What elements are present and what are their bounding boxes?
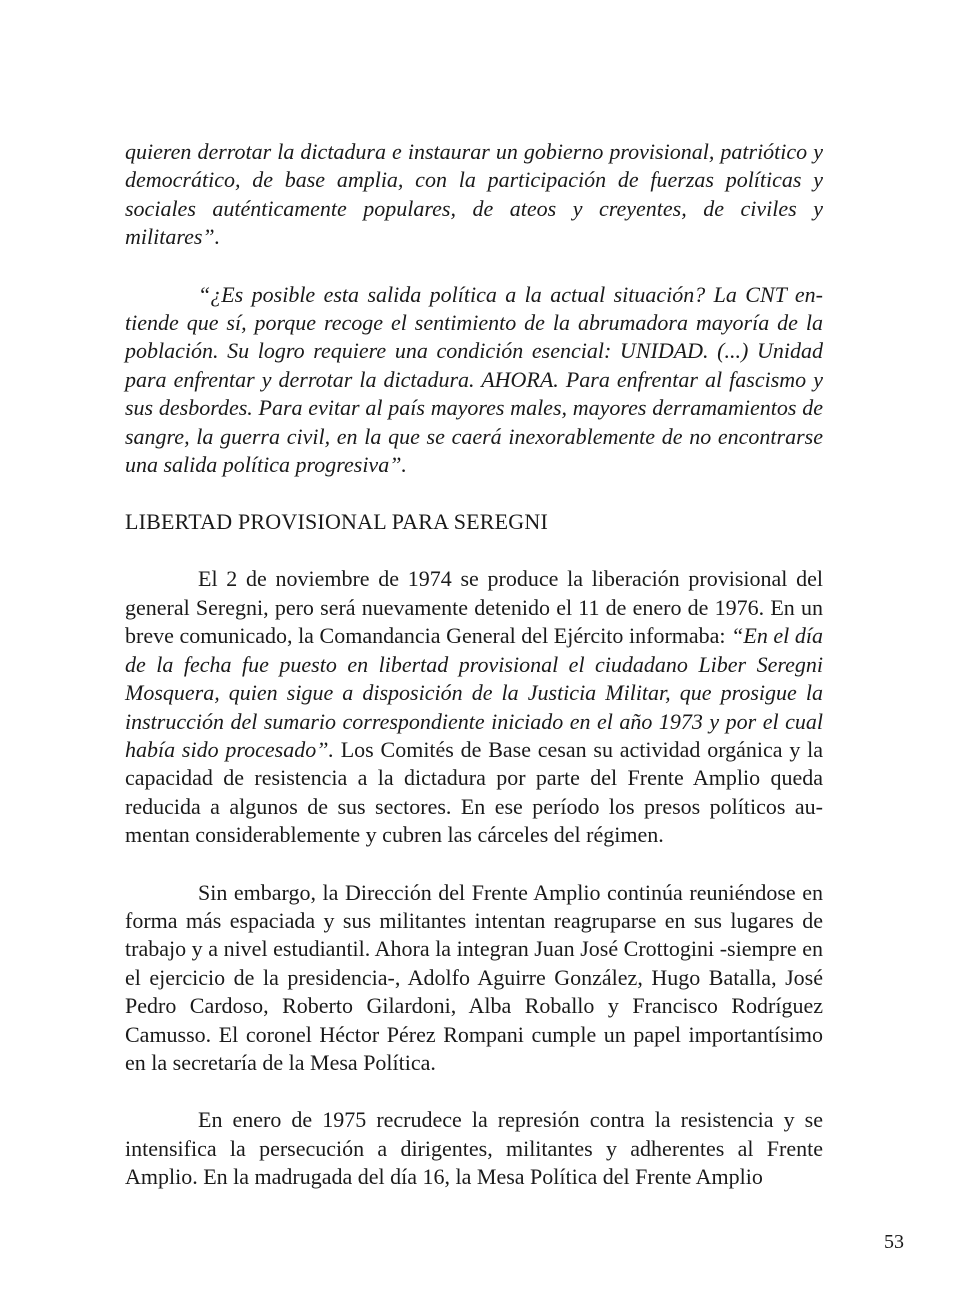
section-heading: LIBERTAD PROVISIONAL PARA SEREGNI [125, 509, 548, 535]
paragraph-seregni-start: El 2 de noviembre de 1974 se produce la liberación provisional del general Seregni, pero será nuevamente detenido el 11 de enero de 1976. En un breve comunicado, la Comandancia General del Ejército informaba: [125, 566, 823, 649]
page-number: 53 [884, 1231, 904, 1253]
quote-paragraph-continuation: quieren derrotar la dictadura e instaurar un gobierno provisional, patriótico y democrático, de base amplia, con la participación de fuerzas políticas y sociales auténticamente populares, de ateos y creyentes, de civiles y militares”. [125, 139, 823, 250]
paragraph-represion: En enero de 1975 recrudece la represión contra la resistencia y se intensifica la persecución a dirigentes, militantes y adherentes al Frente Amplio. En la madrugada del día 16, la Mesa Política del Frente Amplio [125, 1107, 823, 1190]
quote-paragraph-cnt: “¿Es posible esta salida política a la actual situación? La CNT entiende que sí, porque recoge el sentimiento de la abrumadora mayoría de la población. Su logro requiere una condición esencial: UNIDAD. (...) Unidad para enfrentar y derrotar la dictadura. AHORA. Para enfrentar al fascismo y sus desbordes. Para evitar al país mayores males, mayores derramamientos de sangre, la guerra civil, en la que se caerá inexorablemente de no encontrarse una salida política progresiva”. [125, 281, 823, 478]
paragraph-seregni-end: Los Comités de Base cesan su actividad orgánica y la capacidad de resistencia a la dictadura por parte del Frente Amplio queda reducida a algunos de sus sectores. En ese período los presos políticos aumentan considerablemente y cubren las cárceles del régimen. [125, 736, 823, 848]
page-body [125, 138, 823, 1192]
paragraph-direccion: Sin embargo, la Dirección del Frente Amplio continúa reuniéndose en forma más espaciada y sus militantes intentan reagruparse en sus lugares de trabajo y a nivel estudiantil. Ahora la integran Juan José Crottogini -siempre en el ejercicio de la presidencia-, Adolfo Aguirre González, Hugo Batalla, José Pedro Cardoso, Roberto Gilardoni, Alba Roballo y Francisco Rodríguez Camusso. El coronel Héctor Pérez Rompani cumple un papel importantísimo en la secretaría de la Mesa Política. [125, 879, 823, 1075]
paragraph-seregni-quote: “En el día de la fecha fue puesto en libertad provisional el ciudadano Liber Seregni Mosquera, quien sigue a disposición de la Justicia Militar, que prosigue la instrucción del sumario correspondiente iniciado en el año 1973 y por el cual había sido procesado”. [125, 623, 823, 762]
paragraph-seregni-release [125, 565, 823, 849]
